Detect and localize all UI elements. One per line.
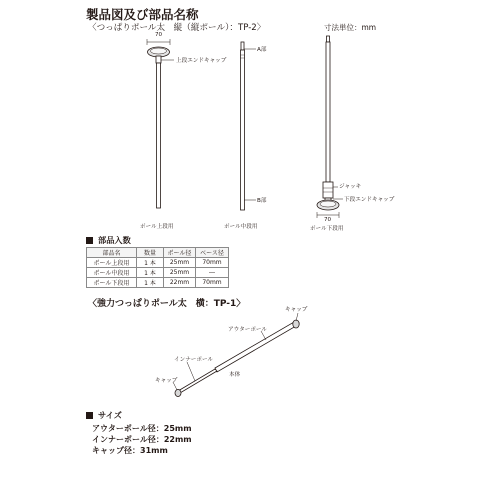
- lower-pole: [317, 36, 343, 218]
- upper-cap-label: 上段エンドキャップ: [176, 58, 227, 64]
- table-cell: ポール上段用: [87, 258, 137, 268]
- table-cell: 70mm: [196, 278, 229, 288]
- column-header: ポール径: [164, 248, 196, 258]
- table-cell: 1 本: [137, 278, 164, 288]
- lower-cap-label: 下段エンドキャップ: [344, 197, 395, 203]
- lower-dim-label: 70: [324, 217, 332, 223]
- body-label: 本体: [229, 372, 241, 378]
- square-bullet-icon: [86, 412, 93, 419]
- page-title: 製品図及び部品名称: [86, 7, 199, 22]
- middle-caption: ポール中段用: [224, 224, 258, 230]
- table-cell: 1 本: [137, 258, 164, 268]
- middle-pole: [241, 42, 257, 210]
- table-cell: 25mm: [164, 258, 196, 268]
- table-cell: 25mm: [164, 268, 196, 278]
- table-cell: 70mm: [196, 258, 229, 268]
- outer-pole-label: アウターポール: [228, 327, 267, 333]
- table-cell: ポール下段用: [87, 278, 137, 288]
- cap-left-label: キャップ: [155, 378, 178, 384]
- size-line-outer: アウターポール径：25mm: [92, 424, 192, 433]
- table-cell: ―: [196, 268, 229, 278]
- unit-note: 寸法単位：mm: [324, 23, 377, 32]
- tp2-heading: 〈つっぱりポール太 縦（縦ポール）：TP-2〉: [88, 23, 266, 33]
- middle-b-label: B部: [257, 198, 267, 204]
- inner-pole-label: インナーポール: [174, 357, 214, 363]
- tp1-heading: 〈強力つっぱりポール太 横：TP-1〉: [88, 299, 246, 309]
- table-row: [87, 268, 229, 278]
- middle-a-label: A部: [257, 47, 267, 53]
- column-header: 数量: [137, 248, 164, 258]
- column-header: ベース径: [196, 248, 229, 258]
- size-heading-text: サイズ: [98, 410, 122, 420]
- size-line-inner: インナーポール径：22mm: [92, 435, 192, 444]
- table-row: [87, 278, 229, 288]
- lower-caption: ポール下段用: [310, 226, 344, 232]
- upper-pole: [147, 39, 174, 208]
- table-cell: 22mm: [164, 278, 196, 288]
- upper-caption: ポール上段用: [140, 224, 174, 230]
- parts-count-heading: [86, 235, 131, 246]
- parts-table: [86, 247, 229, 288]
- cap-right-label: キャップ: [285, 307, 308, 313]
- size-heading: [86, 410, 122, 421]
- upper-dim-label: 70: [155, 32, 163, 38]
- column-header: 部品名: [87, 248, 137, 258]
- square-bullet-icon: [86, 237, 93, 244]
- table-cell: ポール中段用: [87, 268, 137, 278]
- table-row: [87, 258, 229, 268]
- table-header-row: [87, 248, 229, 258]
- table-cell: 1 本: [137, 268, 164, 278]
- lower-jack-label: ジャッキ: [339, 184, 362, 190]
- size-line-cap: キャップ径：31mm: [92, 446, 168, 455]
- parts-count-heading-text: 部品入数: [98, 235, 131, 245]
